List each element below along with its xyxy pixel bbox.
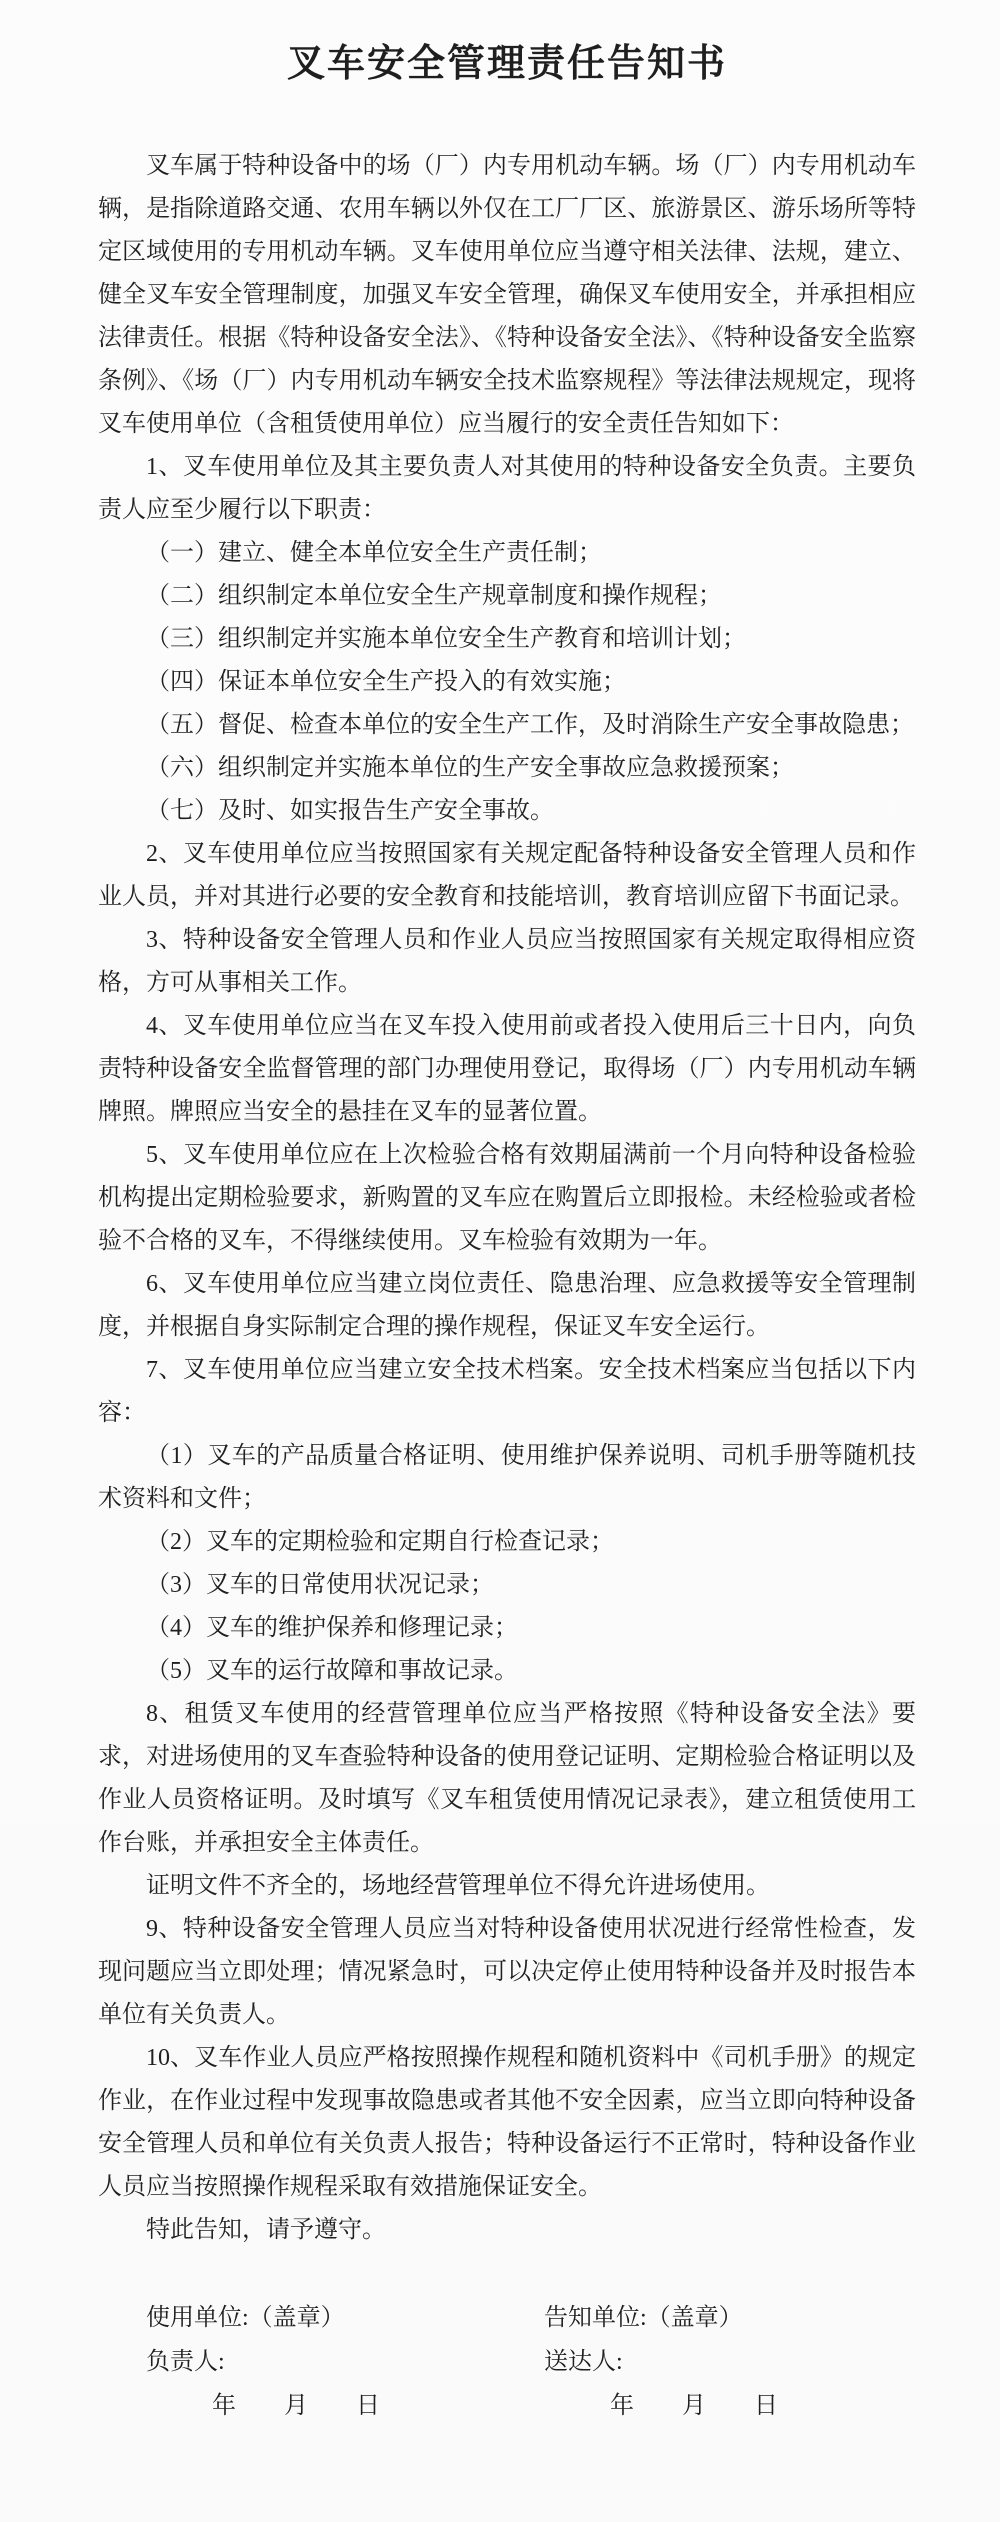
paragraph-subitem-si: （四）保证本单位安全生产投入的有效实施； xyxy=(146,669,626,696)
document-title: 叉车安全管理责任告知书 xyxy=(286,43,727,85)
paragraph-subitem-san: （三）组织制定并实施本单位安全生产教育和培训计划； xyxy=(146,626,746,653)
paragraph-item-7: 7、叉车使用单位应当建立安全技术档案。安全技术档案应当包括以下内容： xyxy=(98,1357,916,1427)
signature-column-user-unit xyxy=(146,2296,544,2428)
paragraph-subitem-1: （1）叉车的产品质量合格证明、使用维护保养说明、司机手册等随机技术资料和文件； xyxy=(98,1443,916,1513)
paragraph-item-10: 10、叉车作业人员应严格按照操作规程和随机资料中《司机手册》的规定作业，在作业过程中发现事故隐患或者其他不安全因素，应当立即向特种设备安全管理人员和单位有关负责人报告；特种设备运行不正常时，特种设备作业人员应当按照操作规程采取有效措施保证安全。 xyxy=(98,2045,916,2201)
paragraph-subitem-liu: （六）组织制定并实施本单位的生产安全事故应急救援预案； xyxy=(146,755,794,782)
paragraph-item-8-note: 证明文件不齐全的，场地经营管理单位不得允许进场使用。 xyxy=(146,1873,770,1900)
sig-deliverer-label: 送达人: xyxy=(544,2349,623,2376)
paragraph-item-9: 9、特种设备安全管理人员应当对特种设备使用状况进行经常性检查，发现问题应当立即处理；情况紧急时，可以决定停止使用特种设备并及时报告本单位有关负责人。 xyxy=(98,1916,916,2029)
paragraph-intro: 叉车属于特种设备中的场（厂）内专用机动车辆。场（厂）内专用机动车辆，是指除道路交通、农用车辆以外仅在工厂厂区、旅游景区、游乐场所等特定区域使用的专用机动车辆。叉车使用单位应当遵守相关法律、法规，建立、健全叉车安全管理制度，加强叉车安全管理，确保叉车使用安全，并承担相应法律责任。根据《特种设备安全法》、《特种设备安全法》、《特种设备安全监察条例》、《场（厂）内专用机动车辆安全技术监察规程》等法律法规规定，现将叉车使用单位（含租赁使用单位）应当履行的安全责任告知如下： xyxy=(98,153,916,438)
paragraph-subitem-qi: （七）及时、如实报告生产安全事故。 xyxy=(146,798,554,825)
paragraph-subitem-5: （5）叉车的运行故障和事故记录。 xyxy=(146,1658,518,1685)
signature-column-notifying-unit xyxy=(544,2296,916,2428)
paragraph-subitem-3: （3）叉车的日常使用状况记录； xyxy=(146,1572,494,1599)
paragraph-item-2: 2、叉车使用单位应当按照国家有关规定配备特种设备安全管理人员和作业人员，并对其进行必要的安全教育和技能培训，教育培训应留下书面记录。 xyxy=(98,841,916,911)
paragraph-item-4: 4、叉车使用单位应当在叉车投入使用前或者投入使用后三十日内，向负责特种设备安全监督管理的部门办理使用登记，取得场（厂）内专用机动车辆牌照。牌照应当安全的悬挂在叉车的显著位置。 xyxy=(98,1013,916,1126)
paragraph-subitem-2: （2）叉车的定期检验和定期自行检查记录； xyxy=(146,1529,614,1556)
sig-user-unit-label: 使用单位:（盖章） xyxy=(146,2305,345,2332)
sig-date-left: 年 月 日 xyxy=(212,2393,380,2420)
sig-date-right: 年 月 日 xyxy=(610,2393,778,2420)
signature-block xyxy=(98,2296,916,2428)
sig-notifying-unit-label: 告知单位:（盖章） xyxy=(544,2305,743,2332)
paragraph-item-5: 5、叉车使用单位应在上次检验合格有效期届满前一个月向特种设备检验机构提出定期检验要求，新购置的叉车应在购置后立即报检。未经检验或者检验不合格的叉车，不得继续使用。叉车检验有效期为一年。 xyxy=(98,1142,916,1255)
paragraph-closing: 特此告知，请予遵守。 xyxy=(146,2217,386,2244)
paragraph-item-1: 1、叉车使用单位及其主要负责人对其使用的特种设备安全负责。主要负责人应至少履行以下职责： xyxy=(98,454,916,524)
paragraph-item-3: 3、特种设备安全管理人员和作业人员应当按照国家有关规定取得相应资格，方可从事相关工作。 xyxy=(98,927,916,997)
paragraph-item-8: 8、租赁叉车使用的经营管理单位应当严格按照《特种设备安全法》要求，对进场使用的叉车查验特种设备的使用登记证明、定期检验合格证明以及作业人员资格证明。及时填写《叉车租赁使用情况记录表》，建立租赁使用工作台账，并承担安全主体责任。 xyxy=(98,1701,916,1857)
paragraph-subitem-yi: （一）建立、健全本单位安全生产责任制； xyxy=(146,540,602,567)
paragraph-item-6: 6、叉车使用单位应当建立岗位责任、隐患治理、应急救援等安全管理制度，并根据自身实际制定合理的操作规程，保证叉车安全运行。 xyxy=(98,1271,916,1341)
paragraph-subitem-wu: （五）督促、检查本单位的安全生产工作，及时消除生产安全事故隐患； xyxy=(146,712,914,739)
document-body xyxy=(98,145,916,2252)
paragraph-subitem-er: （二）组织制定本单位安全生产规章制度和操作规程； xyxy=(146,583,722,610)
sig-responsible-person-label: 负责人: xyxy=(146,2349,225,2376)
paragraph-subitem-4: （4）叉车的维护保养和修理记录； xyxy=(146,1615,518,1642)
